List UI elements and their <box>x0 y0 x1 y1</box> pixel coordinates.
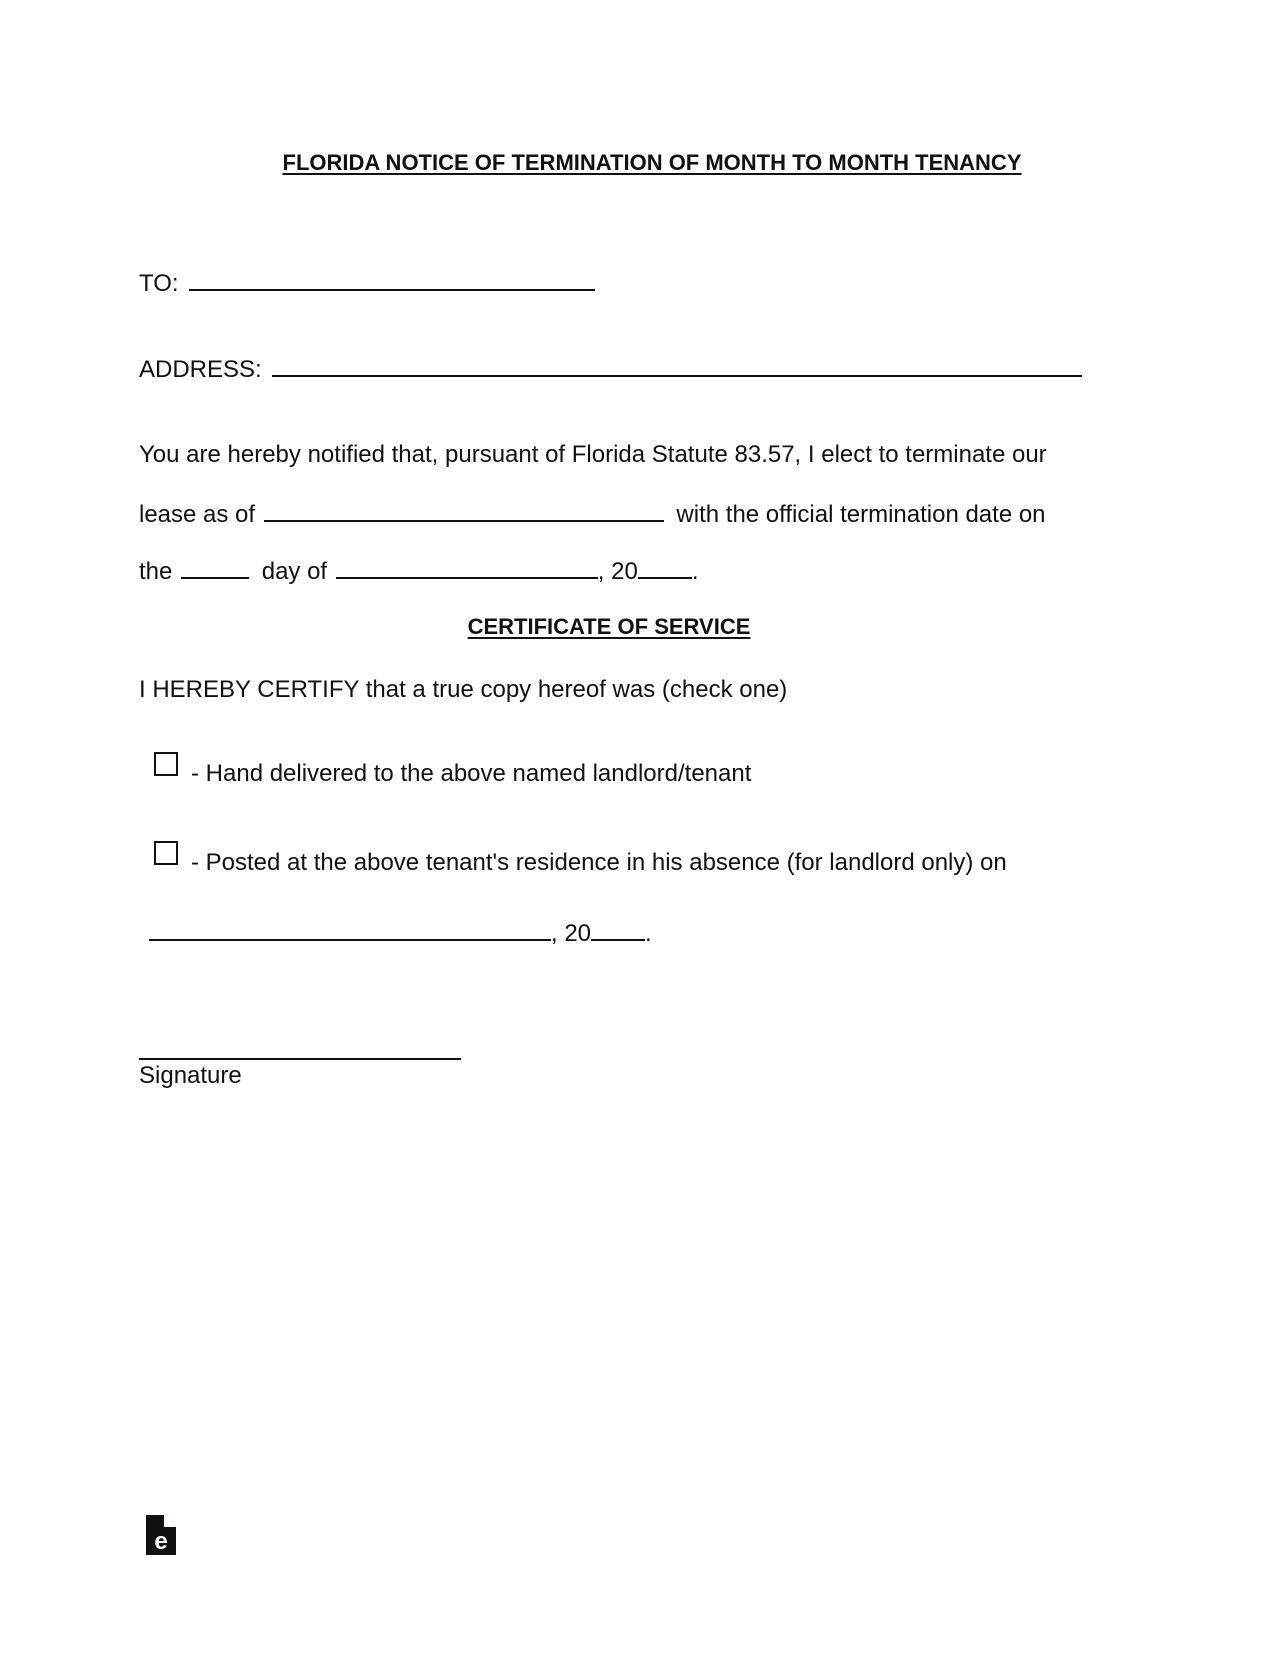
notice-line-1: You are hereby notified that, pursuant of Florida Statute 83.57, I elect to terminate our <box>139 441 1047 468</box>
lease-date-field[interactable] <box>264 498 664 522</box>
signature-line[interactable] <box>139 1058 461 1060</box>
page-title: FLORIDA NOTICE OF TERMINATION OF MONTH TO MONTH TENANCY <box>282 150 1022 175</box>
year-field[interactable] <box>638 555 692 579</box>
hand-delivered-label: - Hand delivered to the above named landlord/tenant <box>191 760 752 787</box>
posted-date-row <box>149 917 652 949</box>
posted-checkbox[interactable] <box>154 841 178 865</box>
to-field[interactable] <box>189 267 595 291</box>
month-field[interactable] <box>336 555 598 579</box>
to-row <box>139 267 595 299</box>
logo-letter: e <box>154 1528 168 1555</box>
certify-text: I HEREBY CERTIFY that a true copy hereof was (check one) <box>139 676 788 703</box>
address-field[interactable] <box>272 353 1082 377</box>
posted-year-field[interactable] <box>591 917 645 941</box>
address-row <box>139 353 1082 385</box>
termination-date-label: with the official termination date on <box>676 501 1046 528</box>
lease-as-of-label: lease as of <box>139 501 256 528</box>
certificate-title: CERTIFICATE OF SERVICE <box>467 614 751 639</box>
signature-label: Signature <box>139 1062 242 1089</box>
document-e-logo-icon <box>146 1515 176 1555</box>
hand-delivered-checkbox[interactable] <box>154 752 178 776</box>
period: . <box>691 558 699 585</box>
address-label: ADDRESS: <box>139 356 262 383</box>
notice-line-2 <box>139 498 1046 530</box>
posted-label: - Posted at the above tenant's residence in his absence (for landlord only) on <box>191 849 1007 876</box>
posted-period: . <box>645 920 652 947</box>
to-label: TO: <box>139 270 179 297</box>
posted-year-prefix: , 20 <box>551 920 592 947</box>
day-field[interactable] <box>181 555 249 579</box>
the-label: the <box>139 558 173 585</box>
notice-line-3 <box>139 555 698 587</box>
year-prefix: , 20 <box>597 558 638 585</box>
day-of-label: day of <box>261 558 328 585</box>
posted-date-field[interactable] <box>149 917 551 941</box>
